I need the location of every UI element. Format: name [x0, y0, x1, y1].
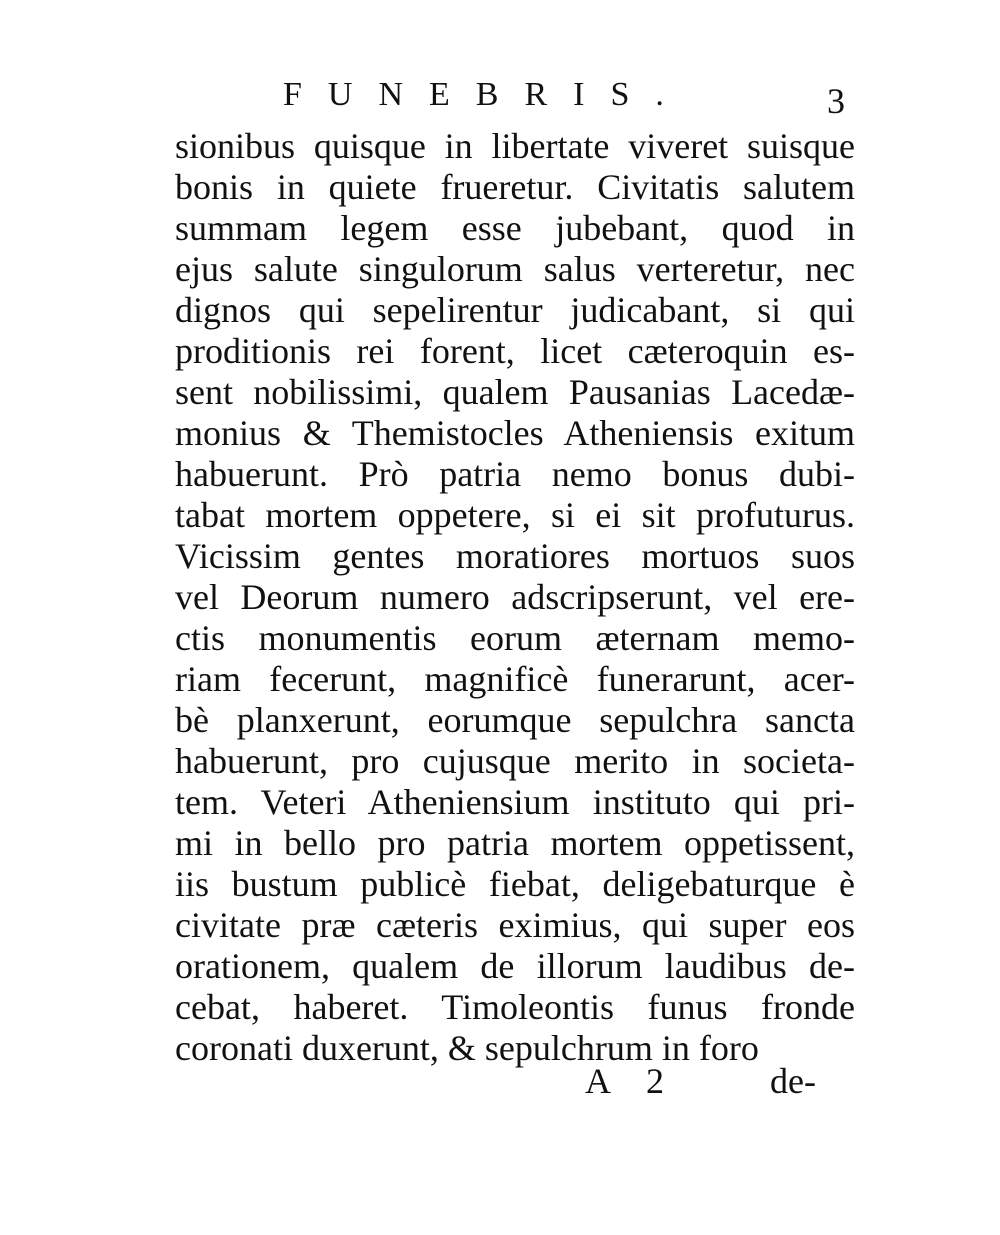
text-line: bè planxerunt, eorumque sepulchra sancta — [175, 700, 855, 740]
text-line: iis bustum publicè fiebat, deligebaturque è — [175, 864, 855, 904]
page-header — [0, 72, 1000, 121]
catchword: de- — [770, 1061, 816, 1101]
text-line: habuerunt, pro cujusque merito in societa- — [175, 741, 855, 781]
text-line: orationem, qualem de illorum laudibus de- — [175, 946, 855, 986]
text-line: coronati duxerunt, & sepulchrum in foro — [175, 1028, 759, 1068]
text-line: bonis in quiete frueretur. Civitatis salutem — [175, 167, 855, 207]
text-line: dignos qui sepelirentur judicabant, si qui — [175, 290, 855, 330]
text-line: riam fecerunt, magnificè funerarunt, acer- — [175, 659, 855, 699]
text-line: tem. Veteri Atheniensium instituto qui pri- — [175, 782, 855, 822]
text-line: cebat, haberet. Timoleontis funus fronde — [175, 987, 855, 1027]
text-line: mi in bello pro patria mortem oppetissent, — [175, 823, 855, 863]
text-line: proditionis rei forent, licet cæteroquin es- — [175, 331, 855, 371]
text-line: habuerunt. Prò patria nemo bonus dubi- — [175, 454, 855, 494]
text-line: ejus salute singulorum salus verteretur, nec — [175, 249, 855, 289]
text-line: ctis monumentis eorum æternam memo- — [175, 618, 855, 658]
text-line: tabat mortem oppetere, si ei sit profuturus. — [175, 495, 855, 535]
text-line: summam legem esse jubebant, quod in — [175, 208, 855, 248]
text-line: civitate præ cæteris eximius, qui super eos — [175, 905, 855, 945]
page-footer — [0, 1058, 1000, 1104]
body-text — [175, 126, 855, 1069]
text-line: monius & Themistocles Atheniensis exitum — [175, 413, 855, 453]
running-head: FUNEBRIS. — [283, 76, 690, 113]
signature-mark: A 2 — [585, 1061, 679, 1101]
page-number: 3 — [827, 81, 845, 121]
text-line: Vicissim gentes moratiores mortuos suos — [175, 536, 855, 576]
text-line: sionibus quisque in libertate viveret suisque — [175, 126, 855, 166]
text-line: sent nobilissimi, qualem Pausanias Lacedæ- — [175, 372, 855, 412]
text-line: vel Deorum numero adscripserunt, vel ere- — [175, 577, 855, 617]
